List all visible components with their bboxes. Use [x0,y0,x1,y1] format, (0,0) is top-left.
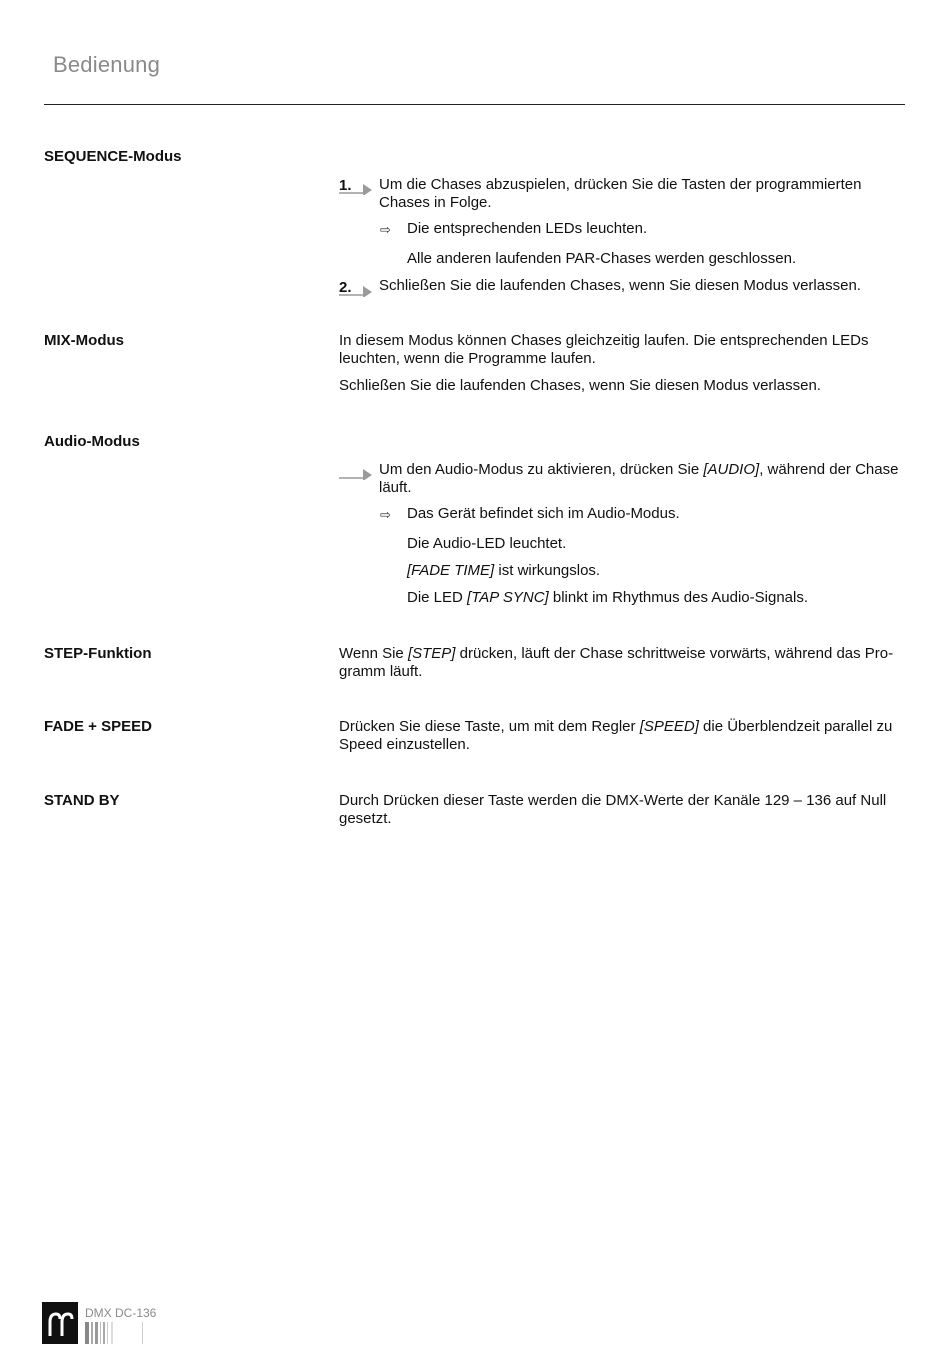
audio-result-1: Das Gerät befindet sich im Audio-Modus. [407,505,680,522]
speed-key: [SPEED] [639,718,699,735]
step-post: drücken, läuft der Chase schrittweise vorwärts, während das Pro-gramm läuft. [339,645,894,680]
audio-result-4 [407,589,897,607]
mix-paragraph-2: Schließen Sie die laufenden Chases, wenn Sie diesen Modus verlassen. [339,377,821,394]
audio-step-pre: Um den Audio-Modus zu aktivieren, drücken Sie [379,461,704,478]
step-arrow-icon [339,281,373,297]
audio-result-4-pre: Die LED [407,589,468,606]
audio-step-text [379,461,899,497]
sequence-step-2-text: Schließen Sie die laufenden Chases, wenn Sie diesen Modus verlassen. [379,277,861,294]
audio-result-3-post: ist wirkungslos. [494,562,601,579]
section-label-step: STEP-Funktion [44,645,152,662]
fade-post: die Überblendzeit parallel zu Speed einzustellen. [339,718,893,753]
step-key: [STEP] [407,645,456,662]
step-function-text [339,645,895,681]
step-marker-1 [339,179,373,195]
section-label-sequence: SEQUENCE-Modus [44,148,182,165]
audio-result-4-post: blinkt im Rhythmus des Audio-Signals. [548,589,809,606]
step-pre: Wenn Sie [339,645,408,662]
step-number: 2. [339,279,352,296]
page-title: Bedienung [53,52,161,77]
fade-speed-text [339,718,895,754]
audio-key: [AUDIO] [703,461,760,478]
sequence-step-1-text: Um die Chases abzuspielen, drücken Sie die Tasten der programmierten Chases in Folge. [379,176,862,211]
logo-mark-icon [42,1302,78,1344]
sequence-result-2: Alle anderen laufenden PAR-Chases werden geschlossen. [407,250,797,267]
footer-model: DMX DC-136 [85,1306,157,1320]
fade-pre: Drücken Sie diese Taste, um mit dem Regler [339,718,640,735]
sequence-result-1: Die entsprechenden LEDs leuchten. [407,220,648,237]
mix-paragraph-1: In diesem Modus können Chases gleichzeitig laufen. Die entsprechenden LEDs leuchten, wenn die Programme laufen. [339,332,869,367]
result-arrow-icon: ⇨ [380,507,391,522]
fade-time-key: [FADE TIME] [407,562,495,579]
section-label-standby: STAND BY [44,792,120,809]
step-marker-2 [339,281,373,297]
audio-step-post: , während der Chase läuft. [379,461,899,496]
header-divider [44,104,905,105]
audio-result-2: Die Audio-LED leuchtet. [407,535,567,552]
step-arrow-icon [339,464,373,480]
standby-text: Durch Drücken dieser Taste werden die DMX-Werte der Kanäle 129 – 136 auf Null gesetzt. [339,792,887,827]
result-arrow-icon: ⇨ [380,222,391,237]
audio-result-3 [407,562,897,580]
step-marker-audio [339,464,373,480]
tap-sync-key: [TAP SYNC] [467,589,549,606]
step-number: 1. [339,177,352,194]
brand-logo [42,1302,78,1344]
step-arrow-icon [339,179,373,195]
barcode-decoration [85,1322,145,1344]
section-label-fade-speed: FADE + SPEED [44,718,152,735]
section-label-mix: MIX-Modus [44,332,124,349]
section-label-audio: Audio-Modus [44,433,140,450]
